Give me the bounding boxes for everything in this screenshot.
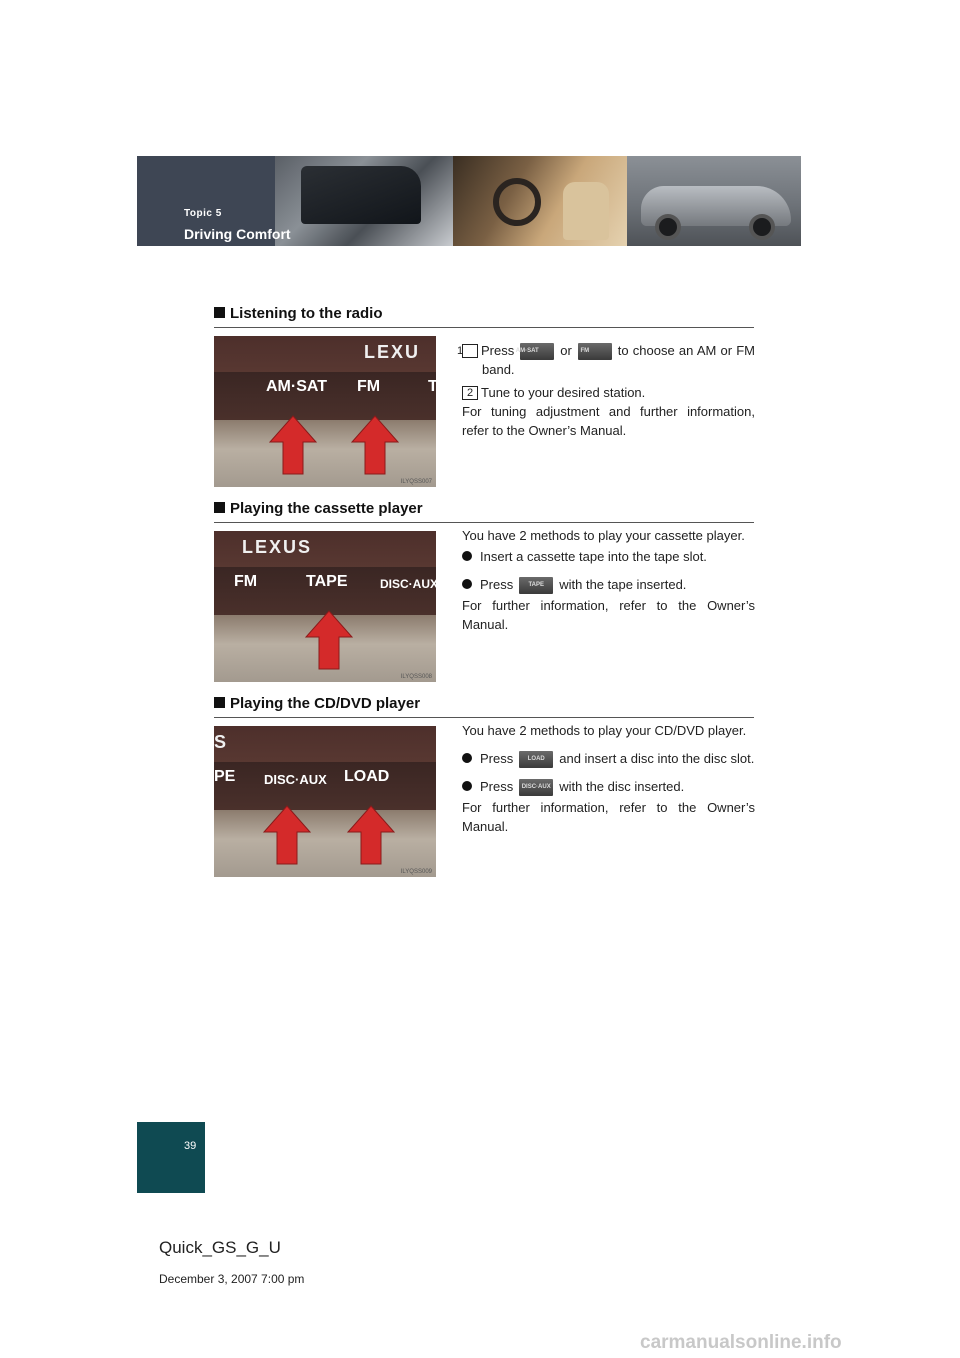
radio-instructions: 1 Press AM·SAT or FM to choose an AM or FM band. 2 Tune to your desired station. For tuning adjustment and further information, refer to the Owner’s Manual. [456,343,755,439]
fm-button-icon: FM [578,343,612,360]
cassette-intro: You have 2 methods to play your cassette player. [462,528,745,543]
red-arrow-icon [306,611,352,669]
footer-doc-id: Quick_GS_G_U [159,1238,281,1257]
photo-code: ILYQSS009 [400,869,432,875]
cd-dvd-instructions: You have 2 methods to play your CD/DVD player. Press LOAD and insert a disc into the disc slot. Press DISC·AUX with the disc inserted. For further information, refer to the Owner’s Manual. [462,723,755,835]
photo-key-amsat: AM·SAT [266,378,328,395]
red-arrow-icon [270,416,316,474]
cassette-buttons-photo [214,531,439,682]
topic-label: Topic 5 [184,208,222,219]
step-number: 1 [462,344,478,358]
square-bullet-icon [214,697,225,708]
cassette-instructions: You have 2 methods to play your cassette player. Insert a cassette tape into the tape slot. Press TAPE with the tape inserted. For further information, refer to the Owner’s Manual. [462,528,755,633]
square-bullet-icon [214,502,225,513]
round-bullet-icon [462,579,472,589]
page-number: 39 [184,1140,197,1152]
disc-aux-button-icon: DISC·AUX [519,779,553,796]
cd-dvd-intro: You have 2 methods to play your CD/DVD player. [462,723,747,738]
round-bullet-icon [462,551,472,561]
photo-key-fm: FM [357,378,381,395]
cd-dvd-note: For further information, refer to the Owner’s Manual. [462,800,755,835]
topic-title: Driving Comfort [184,226,291,242]
section-title-radio: Listening to the radio [214,305,754,328]
cd-dvd-buttons-photo [214,726,436,877]
photo-code: ILYQSS007 [400,479,432,485]
photo-logo: LEXU [364,342,421,362]
square-bullet-icon [214,307,225,318]
round-bullet-icon [462,781,472,791]
photo-key-t: T [428,378,438,395]
header-photo-car [627,156,801,246]
watermark: carmanualsonline.info [640,1332,842,1353]
photo-logo: LEXUS [242,537,313,557]
photo-key-disc-aux: DISC·AUX [264,772,327,787]
tape-button-icon: TAPE [519,577,553,594]
photo-code: ILYQSS008 [400,674,432,680]
step-number: 2 [462,386,478,400]
photo-logo: S [214,732,229,752]
red-arrow-icon [352,416,398,474]
photo-key-disc-aux: DISC·AUX [380,577,439,591]
page-number-tab [137,1122,205,1193]
load-button-icon: LOAD [519,751,553,768]
amsat-button-icon: AM·SAT [520,343,554,360]
red-arrow-icon [348,806,394,864]
round-bullet-icon [462,753,472,763]
section-title-cd-dvd: Playing the CD/DVD player [214,695,754,718]
footer-date: December 3, 2007 7:00 pm [159,1272,305,1286]
photo-key-pe: PE [214,768,236,785]
radio-note: For tuning adjustment and further information, refer to the Owner’s Manual. [462,404,755,439]
section-title-cassette: Playing the cassette player [214,500,754,523]
photo-key-fm: FM [234,573,258,590]
photo-key-load: LOAD [344,768,390,785]
photo-key-tape: TAPE [306,573,348,590]
cassette-note: For further information, refer to the Owner’s Manual. [462,598,755,633]
header-photo-door [275,156,453,246]
header-photo-interior [453,156,627,246]
radio-buttons-photo [214,336,436,487]
red-arrow-icon [264,806,310,864]
